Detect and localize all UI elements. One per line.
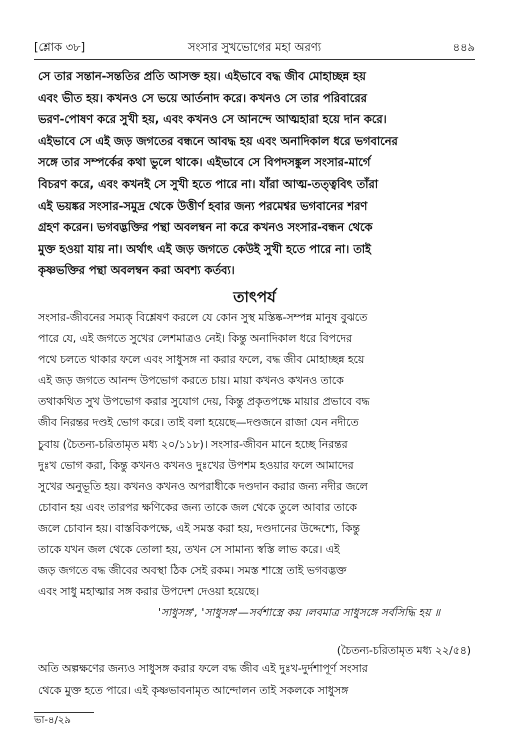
page-number: ৪৪৯ [452,40,475,54]
translation-line: এবং ভীত হয়। কখনও সে ভয়ে আর্তনাদ করে। কখনও সে তার পরিবারের [38,90,367,105]
translation-line: সে তার সন্তান-সন্ততির প্রতি আসক্ত হয়। এইভাবে বদ্ধ জীব মোহাচ্ছন্ন হয় [38,69,366,83]
purport-heading: তাৎপর্য [233,288,276,306]
purport-line: এবং সাধু মহাত্মার সঙ্গ করার উপদেশ দেওয়া হয়েছে। [38,585,260,599]
purport-continuation [38,658,474,701]
running-header [34,38,475,56]
purport-line: চোবান হয় এবং তারপর ক্ষণিকের জন্য তাকে জল থেকে তুলে আবার তাকে [38,500,357,514]
chapter-title: সংসার সুখভোগের মহা অরণ্য [187,40,322,54]
header-divider [34,59,475,60]
purport-line: থেকে মুক্ত হতে পারে। এই কৃষ্ণভাবনামৃত আন্দোলন তাই সকলকে সাধুসঙ্গ [38,683,349,697]
scripture-quote [158,603,440,623]
purport-line: তাকে যখন জল থেকে তোলা হয়, তখন সে সামান্য স্বস্তি লাভ করে। এই [38,543,340,557]
translation-line: কৃষ্ণভক্তির পন্থা অবলম্বন করা অবশ্য কর্তব্য। [38,263,235,278]
quote-line: লবমাত্র সাধুসঙ্গে সর্বসিদ্ধি হয় ॥ [307,606,441,619]
purport-line: সুখের অনুভূতি হয়। কখনও কখনও অপরাধীকে দণ্ডদান করার জন্য নদীর জলে [38,479,368,493]
purport-line: চুবায় (চৈতন্য-চরিতামৃত মধ্য ২০/১১৮)। সংসার-জীবন মানে হচ্ছে নিরন্তর [38,437,348,451]
quote-line: 'সাধুসঙ্গ', 'সাধুসঙ্গ'—সর্বশাস্ত্রে কয় । [158,606,308,619]
translation-line: এই ভয়ঙ্কর সংসার-সমুদ্র থেকে উত্তীর্ণ হবার জন্য পরমেশ্বর ভগবানের শরণ [38,198,368,213]
translation-line: এইভাবে সে এই জড় জগতের বন্ধনে আবদ্ধ হয় এবং অনাদিকাল ধরে ভগবানের [38,133,398,148]
purport-body [38,307,474,602]
translation-line: গ্রহণ করেন। ভগবদ্ভক্তির পন্থা অবলম্বন না করে কখনও সংসার-বন্ধন থেকে [38,220,373,235]
purport-line: জড় জগতে বদ্ধ জীবের অবস্থা ঠিক সেই রকম। সমস্ত শাস্ত্রে তাই ভগবদ্ভক্ত [38,564,347,578]
purport-line: জীব নিরন্তর দণ্ডই ভোগ করে। তাই বলা হয়েছে—দণ্ডজনে রাজা যেন নদীতে [38,416,359,430]
translation-line: সঙ্গে তার সম্পর্কের কথা ভুলে থাকে। এইভাবে সে বিপদসঙ্কুল সংসার-মার্গে [38,155,371,170]
translation-line: মুক্ত হওয়া যায় না। অর্থাৎ এই জড় জগতে কেউই সুখী হতে পারে না। তাই [38,241,371,256]
verse-translation [38,66,474,282]
verse-number: [শ্লোক ৩৮] [34,40,86,54]
translation-line: বিচরণ করে, এবং কখনই সে সুখী হতে পারে না। যাঁরা আত্ম-তত্ত্ববিৎ তাঁরা [38,176,379,191]
purport-line: পথে চলতে থাকার ফলে এবং সাধুসঙ্গ না করার ফলে, বদ্ধ জীব মোহাচ্ছন্ন হয়ে [38,353,365,367]
purport-line: অতি অল্পক্ষণের জন্যও সাধুসঙ্গ করার ফলে বদ্ধ জীব এই দুঃখ-দুর্দশাপূর্ণ সংসার [38,662,368,675]
purport-line: সংসার-জীবনের সম্যক্ বিশ্লেষণ করলে যে কোন সুস্থ মস্তিষ্ক-সম্পন্ন মানুষ বুঝতে [38,311,368,324]
signature-mark: ভা-৪/২৯ [34,715,71,726]
purport-line: তথাকথিত সুখ উপভোগ করার সুযোগ দেয়, কিন্তু প্রকৃতপক্ষে মায়ার প্রভাবে বদ্ধ [38,395,370,409]
purport-line: জলে চোবান হয়। বাস্তবিকপক্ষে, এই সমস্ত করা হয়, দণ্ডদানের উদ্দেশ্যে, কিন্তু [38,521,360,535]
purport-line: পারে যে, এই জগতে সুখের লেশমাত্রও নেই। কিন্তু অনাদিকাল ধরে বিপদের [38,332,352,346]
quote-reference: (চৈতন্য-চরিতামৃত মধ্য ২২/৫৪) [336,644,471,657]
translation-line: ভরণ-পোষণ করে সুখী হয়, এবং কখনও সে আনন্দে আত্মহারা হয়ে দান করে। [38,112,387,127]
purport-line: এই জড় জগতে আনন্দ উপভোগ করতে চায়। মায়া কখনও কখনও তাকে [38,374,344,388]
purport-line: দুঃখ ভোগ করা, কিন্তু কখনও কখনও দুঃখের উপশম হওয়ার ফলে আমাদের [38,458,354,472]
